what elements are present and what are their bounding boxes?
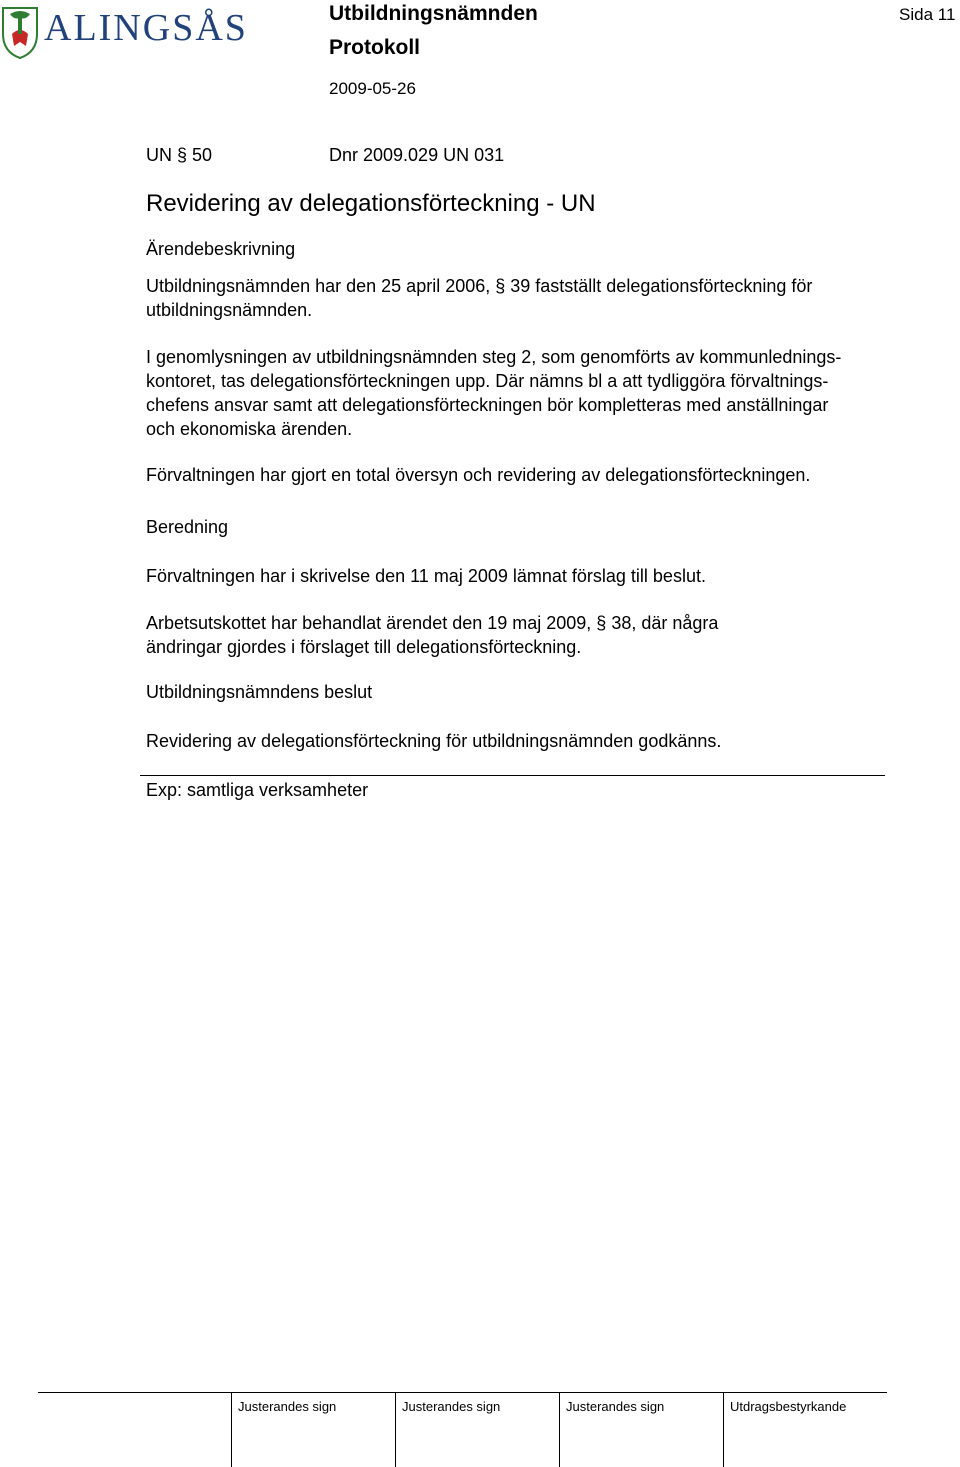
footer-certification: Utdragsbestyrkande <box>730 1399 847 1414</box>
page-number: Sida 11 <box>899 5 956 24</box>
decision-heading: Utbildningsnämndens beslut <box>146 682 373 702</box>
footer-separator <box>559 1392 560 1467</box>
footer-separator <box>231 1392 232 1467</box>
description-paragraph-2 <box>146 345 936 441</box>
header-subtitle: Protokoll <box>329 36 421 59</box>
text-line: Exp: samtliga verksamheter <box>146 780 369 800</box>
text-line: I genomlysningen av utbildningsnämnden steg 2, som genomförts av kommunlednings- <box>146 347 842 367</box>
footer-sign-3: Justerandes sign <box>566 1399 665 1414</box>
preparation-paragraph-1 <box>146 564 936 588</box>
text-line: Revidering av delegationsförteckning för utbildningsnämnden godkänns. <box>146 731 722 751</box>
decision-paragraph <box>146 729 936 753</box>
expedition-line <box>146 778 936 802</box>
case-dnr: Dnr 2009.029 UN 031 <box>329 145 505 165</box>
text-line: Arbetsutskottet har behandlat ärendet den 19 maj 2009, § 38, där några <box>146 613 719 633</box>
text-line: utbildningsnämnden. <box>146 300 313 320</box>
description-paragraph-1 <box>146 274 936 322</box>
text-line: Förvaltningen har i skrivelse den 11 maj 2009 lämnat förslag till beslut. <box>146 566 706 586</box>
text-line: Utbildningsnämnden har den 25 april 2006, § 39 fastställt delegationsförteckning för <box>146 276 813 296</box>
municipality-logo <box>0 4 260 60</box>
footer-sign-2: Justerandes sign <box>402 1399 501 1414</box>
preparation-paragraph-2 <box>146 611 936 659</box>
coat-of-arms-icon <box>0 4 40 60</box>
case-title: Revidering av delegationsförteckning - UN <box>146 190 596 217</box>
description-paragraph-3 <box>146 463 936 487</box>
text-line: chefens ansvar samt att delegationsförteckningen bör kompletteras med anställningar <box>146 395 829 415</box>
text-line: och ekonomiska ärenden. <box>146 419 353 439</box>
case-number: UN § 50 <box>146 145 213 165</box>
footer-sign-1: Justerandes sign <box>238 1399 337 1414</box>
footer-separator <box>723 1392 724 1467</box>
header-date: 2009-05-26 <box>329 79 416 98</box>
footer-separator <box>395 1392 396 1467</box>
header-title: Utbildningsnämnden <box>329 2 538 25</box>
footer-divider <box>38 1392 887 1393</box>
text-line: kontoret, tas delegationsförteckningen upp. Där nämns bl a att tydliggöra förvaltnings- <box>146 371 829 391</box>
text-line: Förvaltningen har gjort en total översyn och revidering av delegationsförteckningen. <box>146 465 811 485</box>
text-line: ändringar gjordes i förslaget till delegationsförteckning. <box>146 637 582 657</box>
divider <box>140 775 885 776</box>
logo-wordmark: ALINGSÅS <box>44 7 248 49</box>
preparation-heading: Beredning <box>146 517 229 537</box>
description-heading: Ärendebeskrivning <box>146 239 296 259</box>
